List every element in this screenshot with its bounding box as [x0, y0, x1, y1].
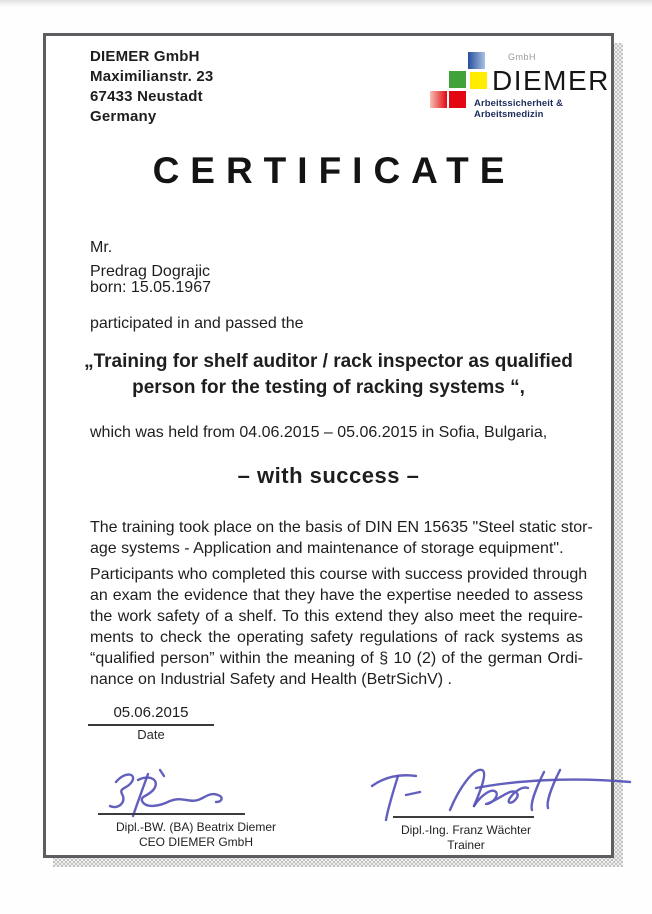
date-block: [88, 704, 214, 742]
signatory-left-name: Dipl.-BW. (BA) Beatrix Diemer: [115, 820, 277, 834]
paragraph-din-basis: [90, 517, 593, 559]
scan-artifact: [0, 0, 652, 7]
recipient-salutation: Mr.: [90, 239, 113, 256]
logo-square-blue: [468, 52, 485, 69]
paragraph-line: ments to check the operating safety regulations of rack systems as: [90, 629, 583, 646]
date-label: Date: [137, 727, 165, 742]
sender-address: [90, 47, 213, 127]
signature-line-right: [393, 816, 534, 818]
course-title: [46, 349, 611, 401]
intro-line: participated in and passed the: [90, 315, 304, 332]
paragraph-participants: [90, 564, 588, 690]
sender-company: DIEMER GmbH: [90, 48, 200, 65]
recipient-birthdate: born: 15.05.1967: [90, 279, 211, 296]
signatory-left-role: CEO DIEMER GmbH: [138, 835, 253, 849]
certificate-page: [43, 33, 614, 858]
sender-city: 67433 Neustadt: [90, 88, 203, 105]
signatory-right: [376, 823, 556, 853]
paragraph-line: “qualified person” within the meaning of § 10 (2) of the german Ordi-: [90, 650, 583, 667]
signature-franz-waechter: [358, 764, 638, 824]
paragraph-line: nance on Industrial Safety and Health (BetrSichV) .: [90, 671, 452, 688]
logo-brand-text: DIEMER: [492, 65, 610, 96]
sender-country: Germany: [90, 108, 157, 125]
logo-square-green: [449, 71, 466, 88]
signatory-left: [76, 820, 316, 850]
logo-gmbh-text: GmbH: [508, 52, 537, 62]
course-title-line1: „Training for shelf auditor / rack inspector as qualified: [84, 351, 573, 372]
paragraph-line: age systems - Application and maintenance of storage equipment".: [90, 540, 564, 557]
signatory-right-name: Dipl.-Ing. Franz Wächter: [400, 823, 532, 837]
sender-street: Maximilianstr. 23: [90, 68, 214, 85]
diemer-logo: [426, 44, 610, 120]
held-line: which was held from 04.06.2015 – 05.06.2015 in Sofia, Bulgaria,: [90, 424, 548, 441]
logo-square-yellow: [470, 72, 487, 89]
course-title-line2: person for the testing of racking systems “,: [132, 377, 525, 398]
logo-tagline-text: Arbeitssicherheit & Arbeitsmedizin: [474, 98, 564, 120]
signatory-right-role: Trainer: [447, 838, 485, 852]
paragraph-line: an exam the evidence that they have the expertise needed to assess: [90, 587, 583, 604]
logo-square-red-faded: [430, 91, 447, 108]
success-line: – with success –: [237, 463, 420, 488]
paragraph-line: Participants who completed this course with success provided through: [90, 566, 588, 583]
recipient-name: Predrag Dograjic: [90, 263, 211, 280]
signature-line-left: [98, 813, 245, 815]
logo-square-red: [449, 91, 466, 108]
paragraph-line: the work safety of a shelf. To this extend they also meet the require-: [90, 608, 583, 625]
certificate-heading: CERTIFICATE: [152, 150, 516, 191]
date-value: 05.06.2015: [88, 704, 214, 726]
paragraph-line: The training took place on the basis of DIN EN 15635 "Steel static stor-: [90, 519, 593, 536]
